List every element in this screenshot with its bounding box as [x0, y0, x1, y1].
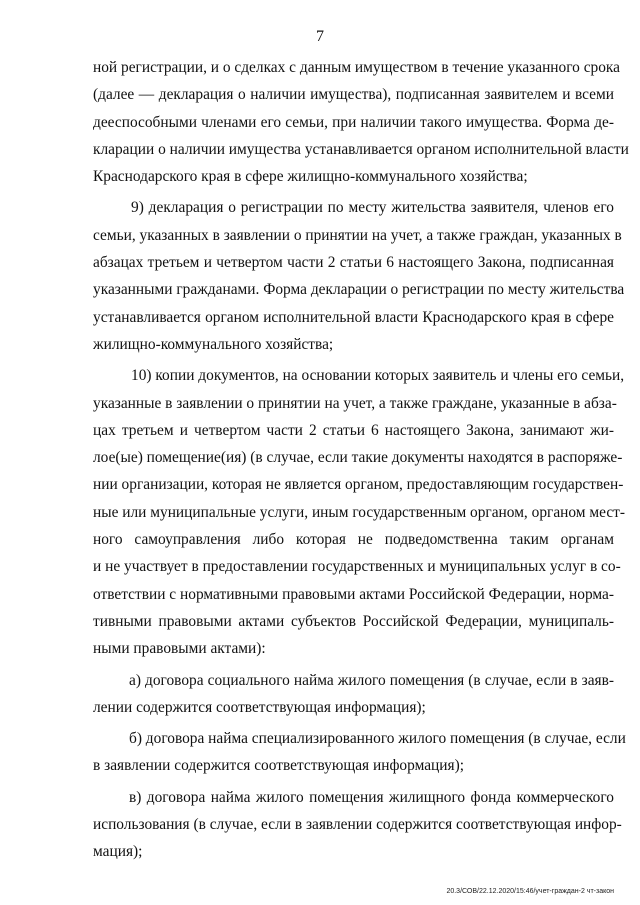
text-line: 9) декларация о регистрации по месту жительства заявителя, членов его: [131, 199, 614, 217]
footer-stamp: 20.3/СОВ/22.12.2020/15:46/учет-граждан-2 чт-закон: [446, 888, 614, 895]
text-line: указанными гражданами. Форма декларации о регистрации по месту жительства: [93, 281, 625, 299]
text-line: ответствии с нормативными правовыми актами Российской Федерации, норма-: [93, 585, 614, 603]
text-line: лое(ые) помещение(ия) (в случае, если такие документы находятся в распоряже-: [93, 449, 623, 467]
text-line: б) договора найма специализированного жилого помещения (в случае, если: [129, 730, 626, 748]
text-line: лении содержится соответствующая информация);: [93, 698, 426, 716]
text-line: ными правовыми актами):: [93, 640, 266, 658]
text-line: нии организации, которая не является органом, предоставляющим государствен-: [93, 476, 624, 494]
text-line: указанные в заявлении о принятии на учет, а также граждане, указанные в абза-: [93, 394, 617, 412]
text-line: абзацах третьем и четвертом части 2 статьи 6 настоящего Закона, подписанная: [93, 254, 614, 272]
text-line: цах третьем и четвертом части 2 статьи 6 настоящего Закона, занимают жи-: [93, 421, 614, 439]
text-line: тивными правовыми актами субъектов Российской Федерации, муниципаль-: [93, 612, 614, 630]
text-line: семьи, указанных в заявлении о принятии на учет, а также граждан, указанных в: [93, 226, 622, 244]
text-line: жилищно-коммунального хозяйства;: [93, 335, 334, 353]
text-line: Краснодарского края в сфере жилищно-коммунального хозяйства;: [93, 168, 528, 186]
text-line: ного самоуправления либо которая не подведомственна таким органам: [93, 531, 614, 549]
text-line: и не участвует в предоставлении государственных и муниципальных услуг в со-: [93, 558, 621, 576]
document-body: [93, 54, 629, 866]
text-line: дееспособными членами его семьи, при наличии такого имущества. Форма де-: [93, 113, 614, 131]
text-line: в) договора найма жилого помещения жилищного фонда коммерческого: [129, 788, 614, 806]
text-line: кларации о наличии имущества устанавливается органом исполнительной власти: [93, 140, 629, 158]
text-line: мация);: [93, 843, 143, 861]
text-line: ные или муниципальные услуги, иным государственным органом, органом мест-: [93, 503, 626, 521]
text-line: ной регистрации, и о сделках с данным имуществом в течение указанного срока: [93, 59, 621, 76]
page-number: 7: [316, 28, 324, 45]
text-line: (далее — декларация о наличии имущества), подписанная заявителем и всеми: [93, 86, 614, 104]
text-line: а) договора социального найма жилого помещения (в случае, если в заяв-: [129, 671, 614, 689]
text-line: использования (в случае, если в заявлении содержится соответствующая инфор-: [93, 816, 622, 834]
text-line: в заявлении содержится соответствующая информация);: [93, 757, 465, 775]
text-line: 10) копии документов, на основании которых заявитель и члены его семьи,: [131, 367, 625, 385]
text-line: устанавливается органом исполнительной власти Краснодарского края в сфере: [93, 308, 614, 326]
